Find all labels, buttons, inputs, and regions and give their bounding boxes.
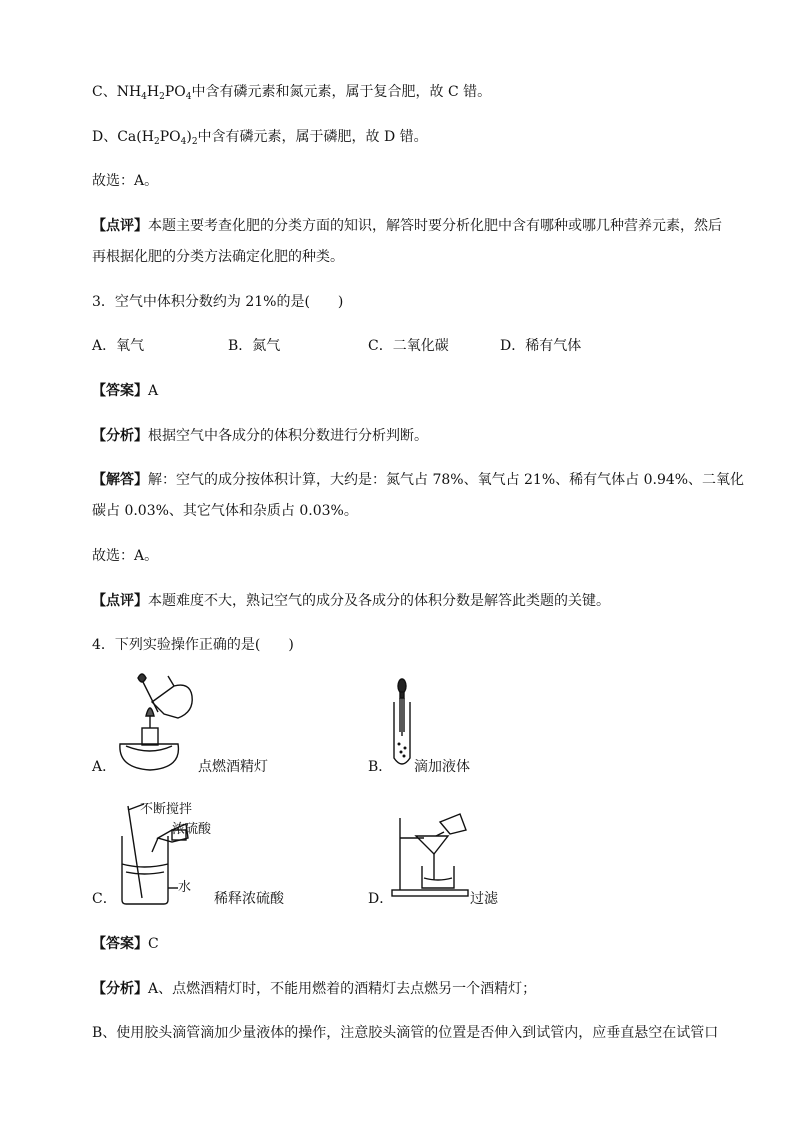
q4-option-d-label: 过滤 xyxy=(470,891,498,907)
q4-option-c-letter: C． xyxy=(92,891,117,907)
review-line-1: 【点评】本题主要考查化肥的分类方面的知识，解答时要分析化肥中含有哪种或哪几种营养元素，然后 xyxy=(92,218,722,234)
filtration-apparatus-icon xyxy=(388,810,474,900)
stir-label: 不断搅拌 xyxy=(140,802,193,817)
analysis-4-b: B、使用胶头滴管滴加少量液体的操作，注意胶头滴管的位置是否伸入到试管内，应垂直悬空在试管口 xyxy=(92,1025,719,1041)
option-d-explanation: D、$Ca(H_2PO_4)_2$中含有磷元素，属于磷肥，故 D 错。 xyxy=(92,129,428,147)
choice-line: 故选：A。 xyxy=(92,173,159,189)
q4-option-d-letter: D． xyxy=(368,891,394,907)
solution-3-line-2: 碳占 0.03%、其它气体和杂质占 0.03%。 xyxy=(92,503,358,519)
question-3: 3．空气中体积分数约为 21%的是( ) xyxy=(92,294,344,310)
question-4: 4．下列实验操作正确的是( ) xyxy=(92,637,294,653)
acid-label: 浓硫酸 xyxy=(172,822,212,837)
choice-3: 故选：A。 xyxy=(92,548,159,564)
q4-option-a-letter: A． xyxy=(92,759,117,775)
q4-option-b-label: 滴加液体 xyxy=(414,759,470,775)
answer-3: 【答案】A xyxy=(92,383,159,399)
analysis-4: 【分析】A、点燃酒精灯时，不能用燃着的酒精灯去点燃另一个酒精灯； xyxy=(92,981,537,997)
solution-3-line-1: 【解答】解：空气的成分按体积计算，大约是：氮气占 78%、氧气占 21%、稀有气体占 0.94%、二氧化 xyxy=(92,472,745,488)
option-c-explanation: C、$NH_4H_2PO_4$中含有磷元素和氮元素，属于复合肥，故 C 错。 xyxy=(92,84,492,102)
answer-4: 【答案】C xyxy=(92,936,159,952)
q4-option-c-label: 稀释浓硫酸 xyxy=(214,891,284,907)
analysis-3: 【分析】根据空气中各成分的体积分数进行分析判断。 xyxy=(92,428,428,444)
review-line-2: 再根据化肥的分类方法确定化肥的种类。 xyxy=(92,249,344,265)
q3-option-c: C．二氧化碳 xyxy=(368,338,449,354)
review-3: 【点评】本题难度不大，熟记空气的成分及各成分的体积分数是解答此类题的关键。 xyxy=(92,593,610,609)
water-label: 水 xyxy=(178,880,192,895)
alcohol-lamp-lighting-icon xyxy=(112,672,202,778)
q4-option-b-letter: B． xyxy=(368,759,393,775)
q3-option-d: D．稀有气体 xyxy=(500,338,582,354)
q3-option-b: B．氮气 xyxy=(228,338,281,354)
q3-option-a: A．氧气 xyxy=(92,338,145,354)
q4-option-a-label: 点燃酒精灯 xyxy=(198,759,268,775)
